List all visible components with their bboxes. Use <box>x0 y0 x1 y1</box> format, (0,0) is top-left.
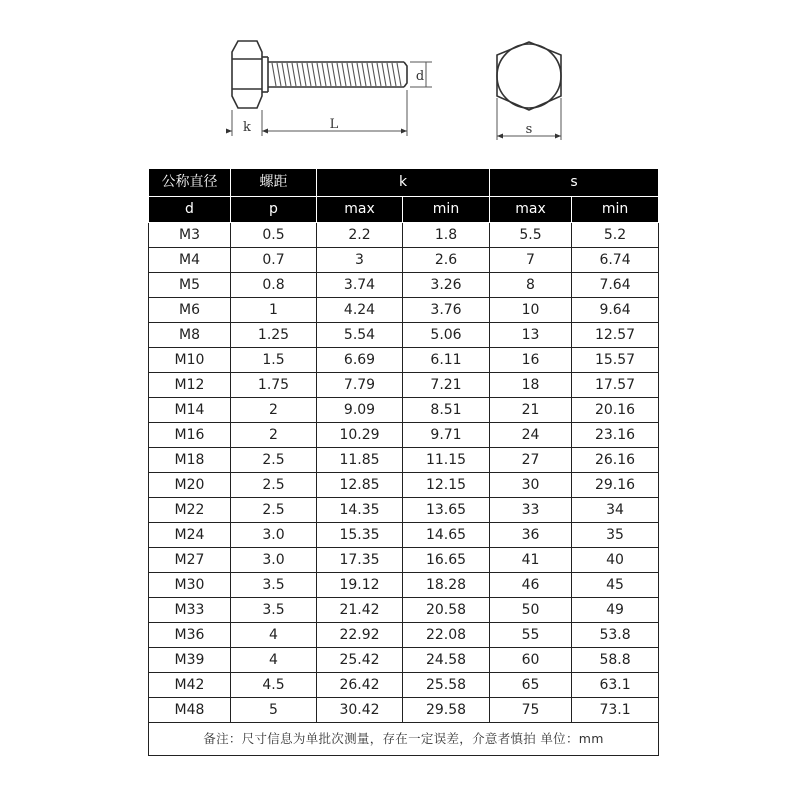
table-cell: 29.58 <box>403 698 490 723</box>
table-cell: 4.24 <box>317 298 403 323</box>
table-row <box>149 398 659 423</box>
header-k-max: max <box>317 197 403 223</box>
table-cell: 2.5 <box>231 448 317 473</box>
table-cell: 2 <box>231 398 317 423</box>
table-cell: 16 <box>490 348 572 373</box>
table-cell: 6.11 <box>403 348 490 373</box>
table-row <box>149 373 659 398</box>
table-cell: 13.65 <box>403 498 490 523</box>
table-cell: 3.26 <box>403 273 490 298</box>
table-cell: 4 <box>231 623 317 648</box>
k-label: k <box>243 120 251 135</box>
table-cell: M18 <box>149 448 231 473</box>
bolt-diagram <box>0 0 800 160</box>
table-row <box>149 323 659 348</box>
table-cell: 26.42 <box>317 673 403 698</box>
table-cell: 45 <box>572 573 659 598</box>
header-s: s <box>490 169 659 197</box>
table-cell: 7 <box>490 248 572 273</box>
table-cell: 50 <box>490 598 572 623</box>
table-cell: 22.08 <box>403 623 490 648</box>
L-label: L <box>329 117 339 132</box>
table-cell: M14 <box>149 398 231 423</box>
table-cell: 2.5 <box>231 473 317 498</box>
table-cell: 18.28 <box>403 573 490 598</box>
table-cell: 13 <box>490 323 572 348</box>
table-row <box>149 598 659 623</box>
table-cell: 2 <box>231 423 317 448</box>
table-cell: 40 <box>572 548 659 573</box>
table-row <box>149 573 659 598</box>
table-cell: 5.5 <box>490 223 572 248</box>
table-cell: 1.25 <box>231 323 317 348</box>
table-cell: 7.79 <box>317 373 403 398</box>
table-cell: M8 <box>149 323 231 348</box>
table-row <box>149 248 659 273</box>
table-cell: 7.21 <box>403 373 490 398</box>
table-cell: 35 <box>572 523 659 548</box>
table-cell: M20 <box>149 473 231 498</box>
table-cell: 1 <box>231 298 317 323</box>
table-cell: 21 <box>490 398 572 423</box>
table-row <box>149 298 659 323</box>
table-cell: 33 <box>490 498 572 523</box>
table-cell: M10 <box>149 348 231 373</box>
table-cell: 10 <box>490 298 572 323</box>
table-cell: 8.51 <box>403 398 490 423</box>
table-cell: 1.75 <box>231 373 317 398</box>
table-row <box>149 273 659 298</box>
table-row <box>149 648 659 673</box>
table-cell: M36 <box>149 623 231 648</box>
table-cell: 26.16 <box>572 448 659 473</box>
table-cell: 34 <box>572 498 659 523</box>
table-cell: 6.69 <box>317 348 403 373</box>
table-cell: 0.7 <box>231 248 317 273</box>
table-row <box>149 473 659 498</box>
table-cell: M33 <box>149 598 231 623</box>
table-cell: 46 <box>490 573 572 598</box>
bolt-top-view <box>497 42 561 110</box>
table-cell: 20.58 <box>403 598 490 623</box>
table-cell: M39 <box>149 648 231 673</box>
table-cell: 25.42 <box>317 648 403 673</box>
table-cell: 8 <box>490 273 572 298</box>
table-cell: 18 <box>490 373 572 398</box>
table-cell: 19.12 <box>317 573 403 598</box>
table-cell: 11.15 <box>403 448 490 473</box>
table-cell: 1.8 <box>403 223 490 248</box>
table-cell: 55 <box>490 623 572 648</box>
table-cell: 2.5 <box>231 498 317 523</box>
header-k-min: min <box>403 197 490 223</box>
table-cell: 20.16 <box>572 398 659 423</box>
table-cell: 3.0 <box>231 523 317 548</box>
d-label: d <box>415 69 425 84</box>
table-cell: 30.42 <box>317 698 403 723</box>
table-cell: 2.6 <box>403 248 490 273</box>
table-cell: 49 <box>572 598 659 623</box>
table-cell: 25.58 <box>403 673 490 698</box>
table-cell: M24 <box>149 523 231 548</box>
footnote: 备注：尺寸信息为单批次测量，存在一定误差，介意者慎拍 单位：mm <box>149 723 659 756</box>
table-cell: M27 <box>149 548 231 573</box>
table-cell: M30 <box>149 573 231 598</box>
table-row <box>149 623 659 648</box>
table-row <box>149 673 659 698</box>
table-cell: 3.76 <box>403 298 490 323</box>
table-cell: 21.42 <box>317 598 403 623</box>
table-cell: 9.71 <box>403 423 490 448</box>
table-cell: 14.65 <box>403 523 490 548</box>
table-cell: 12.85 <box>317 473 403 498</box>
table-cell: 73.1 <box>572 698 659 723</box>
table-cell: 10.29 <box>317 423 403 448</box>
header-s-max: max <box>490 197 572 223</box>
table-row <box>149 523 659 548</box>
table-cell: 22.92 <box>317 623 403 648</box>
table-row <box>149 448 659 473</box>
table-cell: 12.15 <box>403 473 490 498</box>
table-cell: 2.2 <box>317 223 403 248</box>
header-k: k <box>317 169 490 197</box>
table-cell: M22 <box>149 498 231 523</box>
table-cell: 75 <box>490 698 572 723</box>
header-row-main <box>149 169 659 197</box>
header-pitch: 螺距 <box>231 169 317 197</box>
header-s-min: min <box>572 197 659 223</box>
table-cell: M3 <box>149 223 231 248</box>
table-cell: 4.5 <box>231 673 317 698</box>
s-label: s <box>525 122 533 137</box>
table-cell: 41 <box>490 548 572 573</box>
table-cell: 4 <box>231 648 317 673</box>
table-cell: 3.5 <box>231 573 317 598</box>
bolt-spec-table <box>148 168 659 756</box>
table-cell: 65 <box>490 673 572 698</box>
table-cell: 12.57 <box>572 323 659 348</box>
table-cell: 15.35 <box>317 523 403 548</box>
table-row <box>149 423 659 448</box>
table-cell: 36 <box>490 523 572 548</box>
table-cell: 23.16 <box>572 423 659 448</box>
table-row <box>149 498 659 523</box>
table-cell: 6.74 <box>572 248 659 273</box>
table-cell: 27 <box>490 448 572 473</box>
table-cell: 5.54 <box>317 323 403 348</box>
table-cell: 0.5 <box>231 223 317 248</box>
table-cell: 30 <box>490 473 572 498</box>
table-cell: 58.8 <box>572 648 659 673</box>
table-body <box>149 223 659 723</box>
table-cell: M48 <box>149 698 231 723</box>
table-row <box>149 223 659 248</box>
footnote-row <box>149 723 659 756</box>
table-row <box>149 548 659 573</box>
table-row <box>149 348 659 373</box>
table-cell: 7.64 <box>572 273 659 298</box>
table-cell: 9.64 <box>572 298 659 323</box>
table-cell: 15.57 <box>572 348 659 373</box>
table-cell: 3.5 <box>231 598 317 623</box>
table-cell: M16 <box>149 423 231 448</box>
table-cell: 29.16 <box>572 473 659 498</box>
table-cell: 17.35 <box>317 548 403 573</box>
table-cell: 11.85 <box>317 448 403 473</box>
table-cell: 5 <box>231 698 317 723</box>
table-cell: 5.2 <box>572 223 659 248</box>
table-cell: 24.58 <box>403 648 490 673</box>
table-cell: 5.06 <box>403 323 490 348</box>
table-cell: 24 <box>490 423 572 448</box>
table-cell: 14.35 <box>317 498 403 523</box>
table-cell: 3 <box>317 248 403 273</box>
header-d: d <box>149 197 231 223</box>
table-cell: 60 <box>490 648 572 673</box>
header-p: p <box>231 197 317 223</box>
table-cell: 9.09 <box>317 398 403 423</box>
header-nominal-diameter: 公称直径 <box>149 169 231 197</box>
table-cell: 3.0 <box>231 548 317 573</box>
table-cell: 1.5 <box>231 348 317 373</box>
table-cell: 53.8 <box>572 623 659 648</box>
table-row <box>149 698 659 723</box>
table-cell: 17.57 <box>572 373 659 398</box>
table-cell: M42 <box>149 673 231 698</box>
table-cell: 0.8 <box>231 273 317 298</box>
header-row-sub <box>149 197 659 223</box>
table-cell: 3.74 <box>317 273 403 298</box>
table-cell: M6 <box>149 298 231 323</box>
table-cell: 63.1 <box>572 673 659 698</box>
table-cell: 16.65 <box>403 548 490 573</box>
table-cell: M5 <box>149 273 231 298</box>
table-cell: M4 <box>149 248 231 273</box>
table-cell: M12 <box>149 373 231 398</box>
